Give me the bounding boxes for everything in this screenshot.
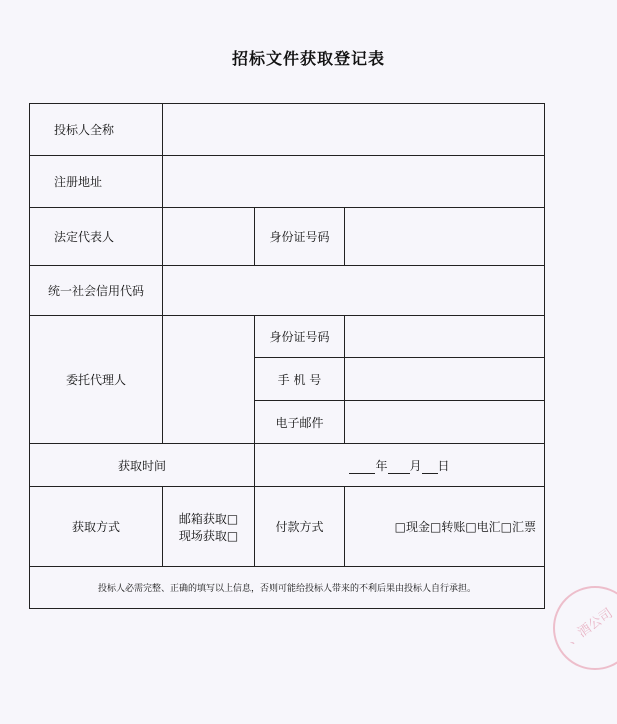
- company-seal: [553, 586, 617, 670]
- obtain-time-field[interactable]: [255, 444, 545, 487]
- page-title: 招标文件获取登记表: [231, 49, 385, 68]
- reg-address-label: 注册地址: [30, 156, 163, 208]
- agent-id-label: 身份证号码: [255, 316, 345, 358]
- agent-id-field[interactable]: [345, 316, 545, 358]
- legal-rep-label: 法定代表人: [30, 208, 163, 266]
- reg-address-field[interactable]: [163, 156, 545, 208]
- bidder-name-field[interactable]: [163, 104, 545, 156]
- year-blank[interactable]: [349, 461, 375, 474]
- day-blank[interactable]: [422, 461, 438, 474]
- agent-phone-field[interactable]: [345, 358, 545, 401]
- agent-phone-label: 手 机 号: [255, 358, 345, 401]
- agent-label: 委托代理人: [30, 316, 163, 444]
- seal-text: 、酒公司: [564, 606, 616, 649]
- method-mail-checkbox[interactable]: 邮箱获取□: [178, 511, 239, 526]
- obtain-method-options: [163, 487, 255, 567]
- id-number-label: 身份证号码: [255, 208, 345, 266]
- agent-email-label: 电子邮件: [255, 401, 345, 444]
- month-label: 月: [409, 458, 422, 473]
- form-note: 投标人必需完整、正确的填写以上信息，否则可能给投标人带来的不利后果由投标人自行承担。: [30, 567, 545, 609]
- legal-rep-field[interactable]: [163, 208, 255, 266]
- month-blank[interactable]: [388, 461, 410, 474]
- day-label: 日: [437, 458, 450, 473]
- id-number-field[interactable]: [345, 208, 545, 266]
- bidder-name-label: 投标人全称: [30, 104, 163, 156]
- payment-options[interactable]: □现金□转账□电汇□汇票: [345, 487, 545, 567]
- credit-code-field[interactable]: [163, 266, 545, 316]
- credit-code-label: 统一社会信用代码: [30, 266, 163, 316]
- method-onsite-checkbox[interactable]: 现场获取□: [178, 528, 239, 543]
- agent-field[interactable]: [163, 316, 255, 444]
- year-label: 年: [375, 458, 388, 473]
- obtain-time-label: 获取时间: [30, 444, 255, 487]
- obtain-method-label: 获取方式: [30, 487, 163, 567]
- agent-email-field[interactable]: [345, 401, 545, 444]
- registration-form: [29, 103, 545, 609]
- payment-method-label: 付款方式: [255, 487, 345, 567]
